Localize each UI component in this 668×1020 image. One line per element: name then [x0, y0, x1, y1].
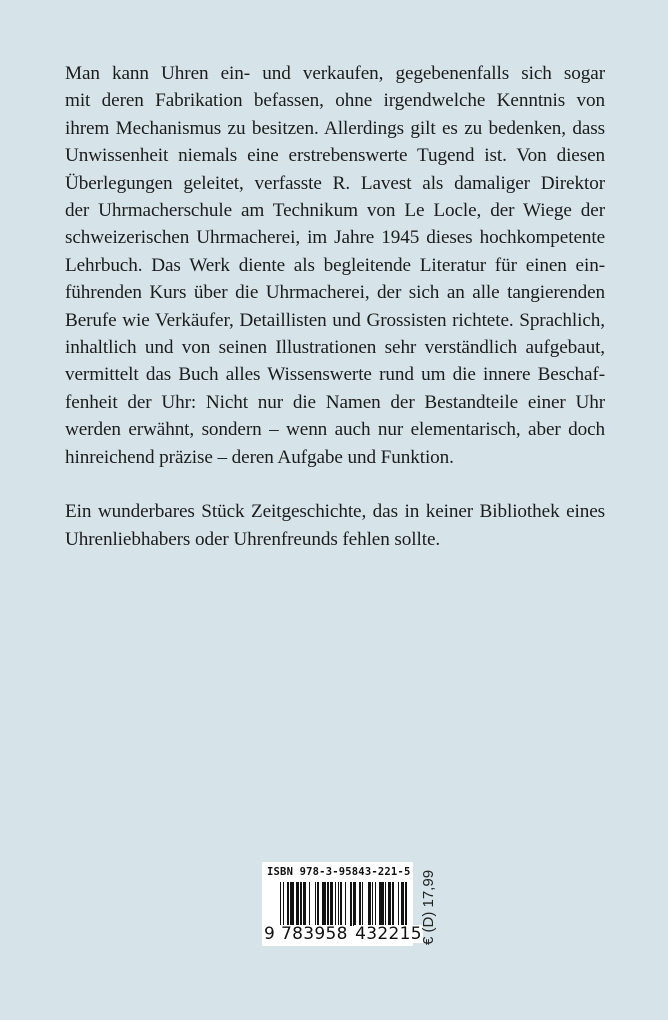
text-line: führenden Kurs über die Uhrmacherei, der sich an alle tangierenden	[65, 282, 605, 304]
text-line: Berufe wie Verkäufer, Detaillisten und Grossisten richtete. Sprachlich,	[65, 309, 605, 331]
text-line: Uhrenliebhabers oder Uhrenfreunds fehlen sollte.	[65, 528, 441, 550]
ean-group-left: 783958	[281, 924, 348, 944]
text-line: vermittelt das Buch alles Wissenswerte rund um die innere Beschaf-	[65, 364, 605, 386]
text-line: hinreichend präzise – deren Aufgabe und Funktion.	[65, 446, 454, 468]
text-line: der Uhrmacherschule am Technikum von Le Locle, der Wiege der	[65, 200, 605, 222]
text-line: Überlegungen geleitet, verfasste R. Lavest als damaliger Direktor	[65, 172, 605, 194]
text-line: mit deren Fabrikation befassen, ohne irgendwelche Kenntnis von	[65, 90, 605, 112]
text-line: inhaltlich und von seinen Illustrationen sehr verständlich aufgebaut,	[65, 337, 605, 359]
ean-digits	[264, 925, 423, 943]
price-label: € (D) 17,99	[420, 869, 437, 945]
text-line: schweizerischen Uhrmacherei, im Jahre 1945 dieses hochkompetente	[65, 227, 605, 249]
blurb-text	[65, 60, 605, 553]
text-line: Unwissenheit niemals eine erstrebenswerte Tugend ist. Von diesen	[65, 145, 605, 167]
blurb-paragraph-2	[65, 498, 605, 553]
isbn-label: ISBN 978-3-95843-221-5	[267, 866, 411, 878]
text-line: Lehrbuch. Das Werk diente als begleitende Literatur für einen ein-	[65, 254, 605, 276]
ean-first-digit: 9	[264, 924, 275, 944]
text-line: Ein wunderbares Stück Zeitgeschichte, das in keiner Bibliothek eines	[65, 501, 605, 523]
text-line: ihrem Mechanismus zu besitzen. Allerdings gilt es zu bedenken, dass	[65, 117, 605, 139]
isbn-barcode	[262, 862, 422, 946]
text-line: Man kann Uhren ein- und verkaufen, gegebenenfalls sich sogar	[65, 63, 605, 84]
blurb-paragraph-1	[65, 60, 605, 471]
ean-group-right: 432215	[355, 924, 422, 944]
text-line: fenheit der Uhr: Nicht nur die Namen der Bestandteile einer Uhr	[65, 391, 605, 413]
text-line: werden erwähnt, sondern – wenn auch nur elementarisch, aber doch	[65, 419, 605, 441]
